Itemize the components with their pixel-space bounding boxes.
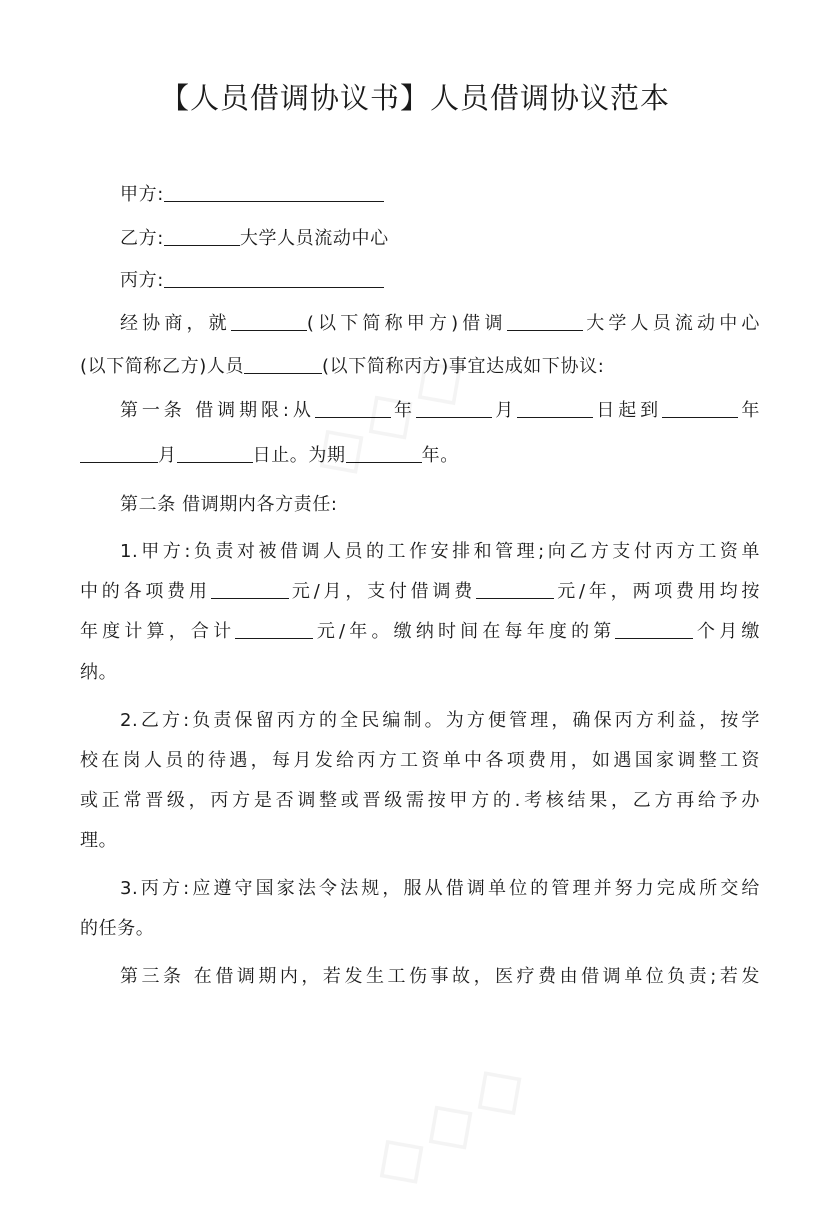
party-a-label: 甲方: [120,184,164,205]
document-title: 【人员借调协议书】人员借调协议范本 [159,81,670,115]
year-unit: 年 [390,400,416,421]
party-c-blank [164,267,384,288]
party-a-duty-line-4: 纳。 [80,662,118,683]
party-a-line [120,180,760,210]
party-a-duty-text-b3: 元/年，两项费用均按 [554,581,760,602]
intro-text-5: (以下简称丙方)事宜达成如下协议: [322,356,605,377]
intro-text-3: 大学人员流动中心 [582,313,760,334]
intro-text-1: 经协商，就 [120,313,231,334]
start-year-blank [315,397,391,418]
party-a-duty-line-1: 1.甲方:负责对被借调人员的工作安排和管理;向乙方支付丙方工资单 [120,541,760,562]
party-c-line [120,266,760,296]
intro-line-1 [120,309,760,339]
article-1-line-2 [80,441,760,471]
party-b-duty-line-1: 2.乙方:负责保留丙方的全民编制。为方便管理，确保丙方利益，按学 [120,710,760,731]
month-unit: 月 [491,400,518,421]
intro-blank-3 [244,353,322,374]
duration-blank [346,442,422,463]
party-a-duty-line-2 [80,577,760,607]
party-c-duty-line-1: 3.丙方:应遵守国家法令法规，服从借调单位的管理并努力完成所交给 [120,878,760,899]
monthly-fee-blank [211,578,289,599]
article-1-text-b: 日起到 [593,400,663,421]
party-a-blank [164,181,384,202]
party-c-duty-line-2: 的任务。 [80,918,155,939]
party-a-duty-text-c3: 个月缴 [693,621,760,642]
total-fee-blank [235,618,313,639]
intro-text-2: (以下简称甲方)借调 [306,313,507,334]
start-month-blank [416,397,492,418]
party-b-duty-line-3: 或正常晋级，丙方是否调整或晋级需按甲方的.考核结果，乙方再给予办 [80,790,760,811]
party-a-duty-text-b2: 元/月，支付借调费 [288,581,477,602]
intro-blank-2 [507,310,583,331]
party-a-duty-text-c1: 年度计算，合计 [80,621,236,642]
intro-line-2 [80,352,760,382]
article-1-text-c: 日止。为期 [252,445,346,466]
party-b-line [120,224,760,254]
party-b-duty-line-4: 理。 [80,830,118,851]
party-b-suffix: 大学人员流动中心 [239,228,389,249]
start-day-blank [517,397,593,418]
party-a-duty-text-b1: 中的各项费用 [80,581,211,602]
payment-month-blank [615,618,693,639]
end-month-blank [80,442,158,463]
party-c-label: 丙方: [120,270,164,291]
party-a-duty-text-c2: 元/年。缴纳时间在每年度的第 [313,621,616,642]
intro-text-4: (以下简称乙方)人员 [80,356,245,377]
party-b-blank [164,225,240,246]
article-1-line-1 [120,396,760,426]
secondment-fee-blank [476,578,554,599]
article-1-text-a: 第一条 借调期限:从 [120,400,315,421]
end-year-blank [662,397,738,418]
article-3-line-1: 第三条 在借调期内，若发生工伤事故，医疗费由借调单位负责;若发 [120,966,760,987]
month-unit: 月 [158,445,177,466]
party-b-duty-line-2: 校在岗人员的待遇，每月发给丙方工资单中各项费用，如遇国家调整工资 [80,750,760,771]
end-day-blank [177,442,253,463]
party-a-duty-line-3 [80,617,760,647]
intro-blank-1 [231,310,307,331]
party-b-label: 乙方: [120,228,164,249]
watermark-mark [353,1036,547,1206]
year-unit: 年 [738,400,760,421]
article-1-end: 年。 [421,445,459,466]
article-2-heading: 第二条 借调期内各方责任: [120,494,338,515]
